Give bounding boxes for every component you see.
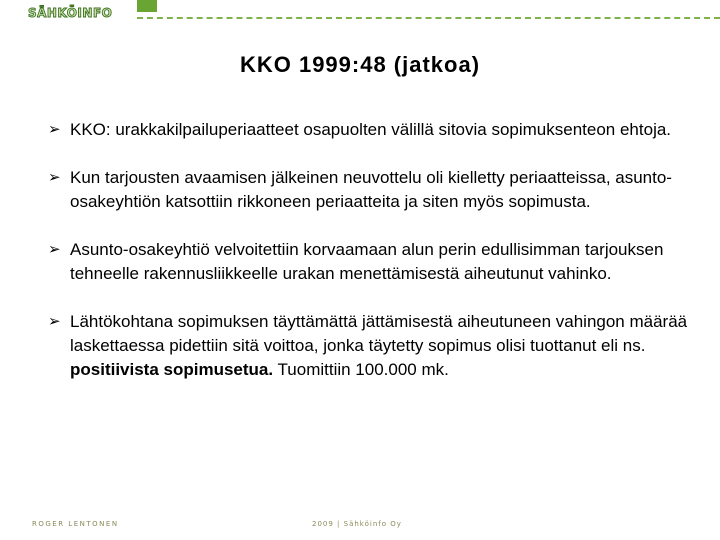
bullet-text: Asunto-osakeyhtiö velvoitettiin korvaamaan alun perin edullisimman tarjouksen tehneelle rakennusliikkeelle urakan menettämisestä aiheutunut vahinko. <box>70 240 664 283</box>
arrow-bullet-icon: ➢ <box>48 241 61 258</box>
bullet-text-part: Lähtökohtana sopimuksen täyttämättä jättämisestä aiheutuneen vahingon määrää laskettaessa pidettiin sitä voittoa, jonka täytetty sopimus olisi tuottanut eli ns. <box>70 312 688 355</box>
header-dashed-divider <box>137 17 720 19</box>
header <box>0 0 720 28</box>
bullet-item <box>48 166 688 214</box>
arrow-bullet-icon: ➢ <box>48 169 61 186</box>
bullet-text: KKO: urakkakilpailuperiaatteet osapuolten välillä sitovia sopimuksenteon ehtoja. <box>70 120 672 139</box>
bullet-text-emphasis: positiivista sopimusetua. <box>70 360 274 379</box>
slide-title: KKO 1999:48 (jatkoa) <box>239 52 481 77</box>
arrow-bullet-icon: ➢ <box>48 313 61 330</box>
bullet-text: Kun tarjousten avaamisen jälkeinen neuvottelu oli kielletty periaatteissa, asunto-osakeyhtiön katsottiin rikkoneen periaatteita ja siten myös sopimusta. <box>70 168 672 211</box>
footer-copyright: 2009 | Sähköinfo Oy <box>312 520 402 528</box>
bullet-item <box>48 310 688 382</box>
bullet-item <box>48 238 688 286</box>
bullet-list <box>48 118 688 406</box>
bullet-text-part: Tuomittiin 100.000 mk. <box>273 360 449 379</box>
header-accent-block <box>137 0 157 12</box>
arrow-bullet-icon: ➢ <box>48 121 61 138</box>
footer-author: ROGER LENTONEN <box>32 520 119 528</box>
bullet-text <box>70 312 687 379</box>
bullet-item <box>48 118 688 142</box>
sahkoinfo-logo <box>28 5 112 21</box>
logo-text: SÄHKÖINFO <box>28 6 113 20</box>
